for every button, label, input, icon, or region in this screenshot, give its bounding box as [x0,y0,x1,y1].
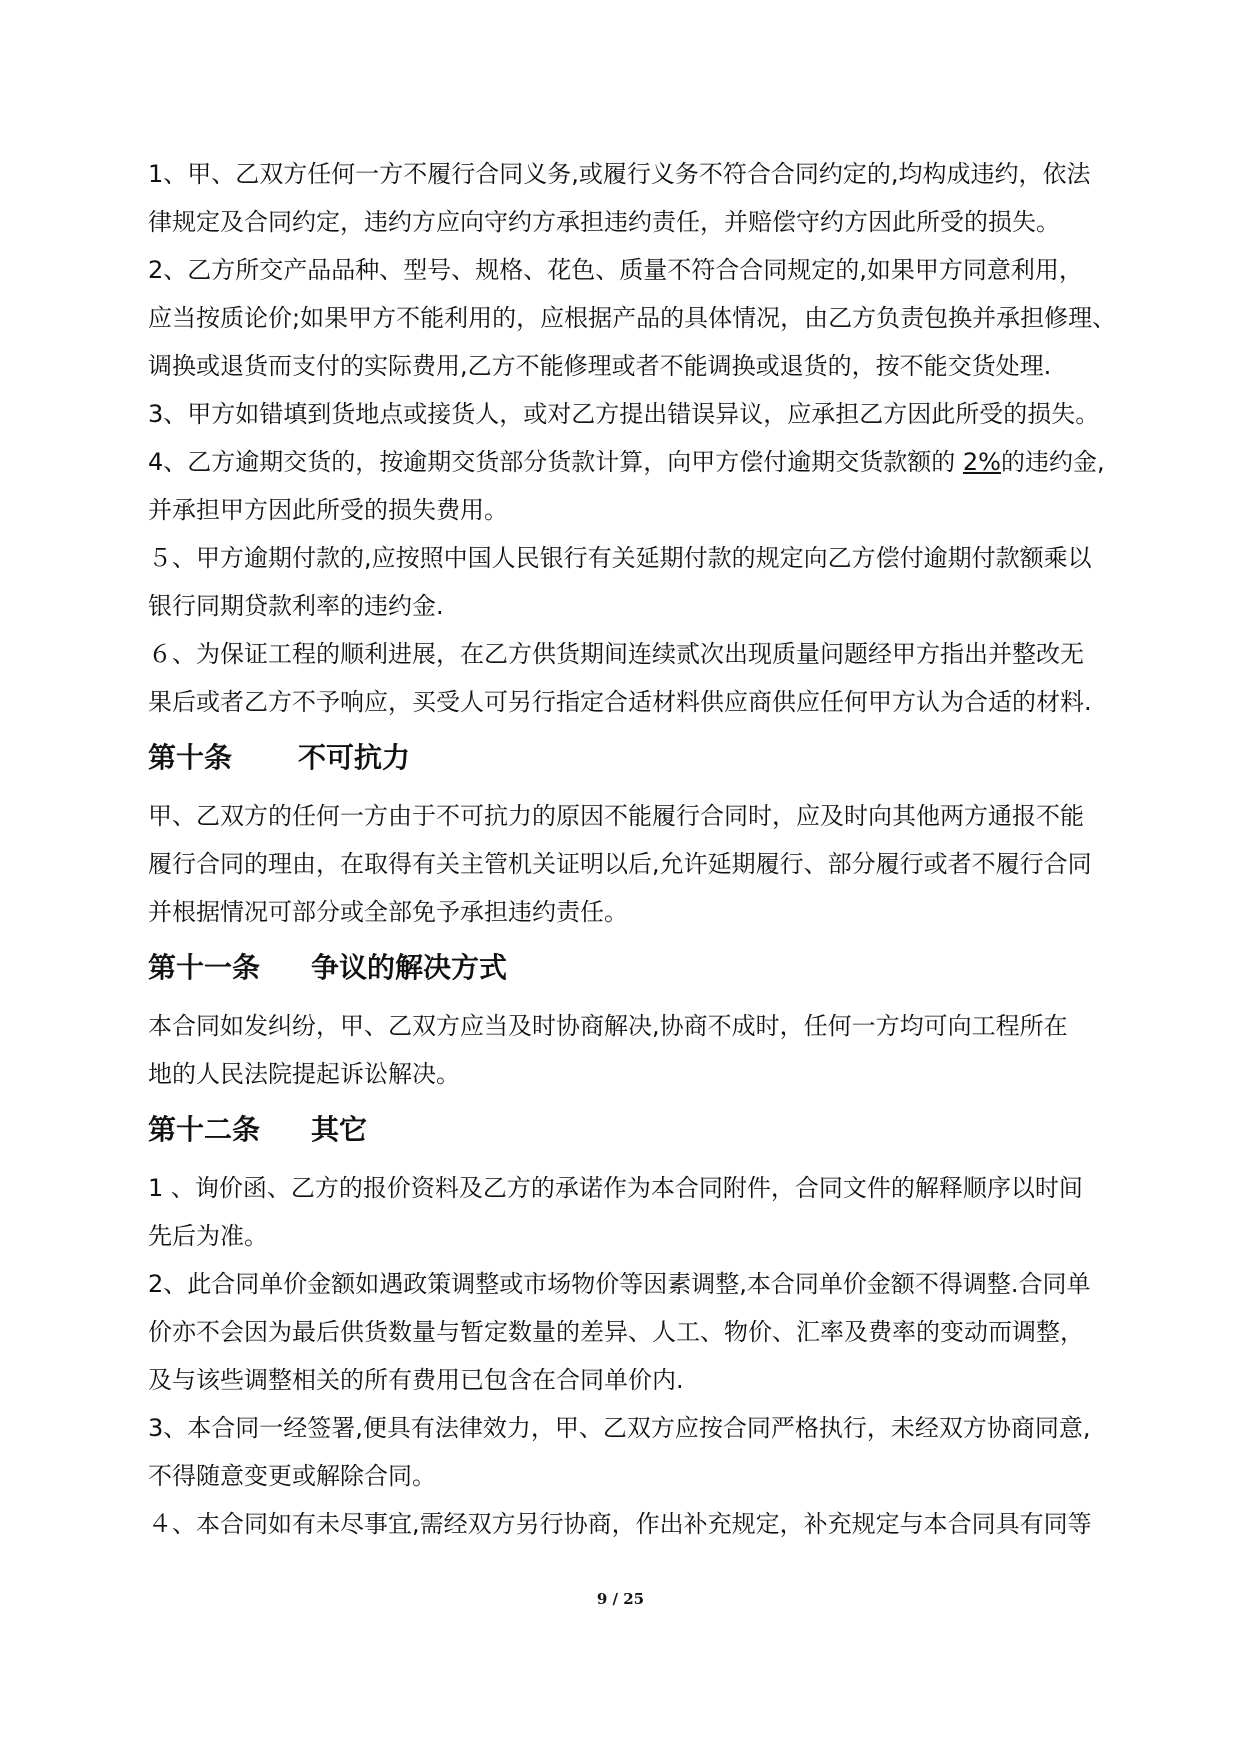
clause-title: 争议的解决方式 [311,951,508,984]
clause-title: 不可抗力 [298,741,411,774]
document-page [148,150,1133,1548]
clause9-item-1 [148,150,1133,246]
text-segment: 4、乙方逾期交货的，按逾期交货部分货款计算，向甲方偿付逾期交货款额的 [148,448,963,476]
penalty-rate: 2% [962,448,1001,476]
text-line: 2、乙方所交产品品种、型号、规格、花色、质量不符合合同规定的,如果甲方同意利用， [148,256,1083,284]
text-segment: 的违约金, [1000,448,1105,476]
clause-number: 第十二条 [148,1113,261,1146]
clause12-item-2 [148,1260,1133,1404]
text-line: ５、甲方逾期付款的,应按照中国人民银行有关延期付款的规定向乙方偿付逾期付款额乘以 [148,544,1092,572]
text-line: ４、本合同如有未尽事宜,需经双方另行协商，作出补充规定，补充规定与本合同具有同等 [148,1510,1092,1538]
clause12-item-4 [148,1500,1133,1548]
text-line: 银行同期贷款利率的违约金. [148,592,444,620]
text-line: 甲、乙双方的任何一方由于不可抗力的原因不能履行合同时，应及时向其他两方通报不能 [148,802,1084,830]
text-line: 律规定及合同约定，违约方应向守约方承担违约责任，并赔偿守约方因此所受的损失。 [148,208,1060,236]
text-line: 应当按质论价;如果甲方不能利用的，应根据产品的具体情况，由乙方负责包换并承担修理、 [148,304,1117,332]
clause9-item-6 [148,630,1133,726]
text-line: 地的人民法院提起诉讼解决。 [148,1060,460,1088]
clause11-body [148,1002,1133,1098]
text-line: 1 、询价函、乙方的报价资料及乙方的承诺作为本合同附件，合同文件的解释顺序以时间 [148,1174,1083,1202]
clause-title: 其它 [311,1113,368,1146]
clause11-heading [148,940,1133,996]
clause12-item-1 [148,1164,1133,1260]
clause9-item-5 [148,534,1133,630]
text-line: 3、甲方如错填到货地点或接货人，或对乙方提出错误异议，应承担乙方因此所受的损失。 [148,400,1100,428]
text-line: 3、本合同一经签署,便具有法律效力，甲、乙双方应按合同严格执行，未经双方协商同意, [148,1414,1091,1442]
text-line: 调换或退货而支付的实际费用,乙方不能修理或者不能调换或退货的，按不能交货处理. [148,352,1052,380]
clause12-item-3 [148,1404,1133,1500]
text-line: 履行合同的理由，在取得有关主管机关证明以后,允许延期履行、部分履行或者不履行合同 [148,850,1092,878]
text-line: 价亦不会因为最后供货数量与暂定数量的差异、人工、物价、汇率及费率的变动而调整， [148,1318,1084,1346]
text-line: 本合同如发纠纷，甲、乙双方应当及时协商解决,协商不成时，任何一方均可向工程所在 [148,1012,1068,1040]
clause10-heading [148,730,1133,786]
clause9-item-2 [148,246,1133,390]
text-line: 并承担甲方因此所受的损失费用。 [148,496,508,524]
clause9-item-3 [148,390,1133,438]
clause-number: 第十一条 [148,951,261,984]
clause-number: 第十条 [148,741,233,774]
text-line: ６、为保证工程的顺利进展，在乙方供货期间连续贰次出现质量问题经甲方指出并整改无 [148,640,1084,668]
clause12-heading [148,1102,1133,1158]
text-line: 1、甲、乙双方任何一方不履行合同义务,或履行义务不符合合同约定的,均构成违约，依法 [148,160,1091,188]
text-line: 果后或者乙方不予响应，买受人可另行指定合适材料供应商供应任何甲方认为合适的材料. [148,688,1092,716]
clause10-body [148,792,1133,936]
text-line: 不得随意变更或解除合同。 [148,1462,436,1490]
clause9-item-4 [148,438,1133,534]
page-number: 9 / 25 [596,1590,645,1608]
text-line [148,438,1133,486]
text-line: 先后为准。 [148,1222,268,1250]
text-line: 及与该些调整相关的所有费用已包含在合同单价内. [148,1366,684,1394]
text-line: 并根据情况可部分或全部免予承担违约责任。 [148,898,628,926]
text-line: 2、此合同单价金额如遇政策调整或市场物价等因素调整,本合同单价金额不得调整.合同单 [148,1270,1091,1298]
